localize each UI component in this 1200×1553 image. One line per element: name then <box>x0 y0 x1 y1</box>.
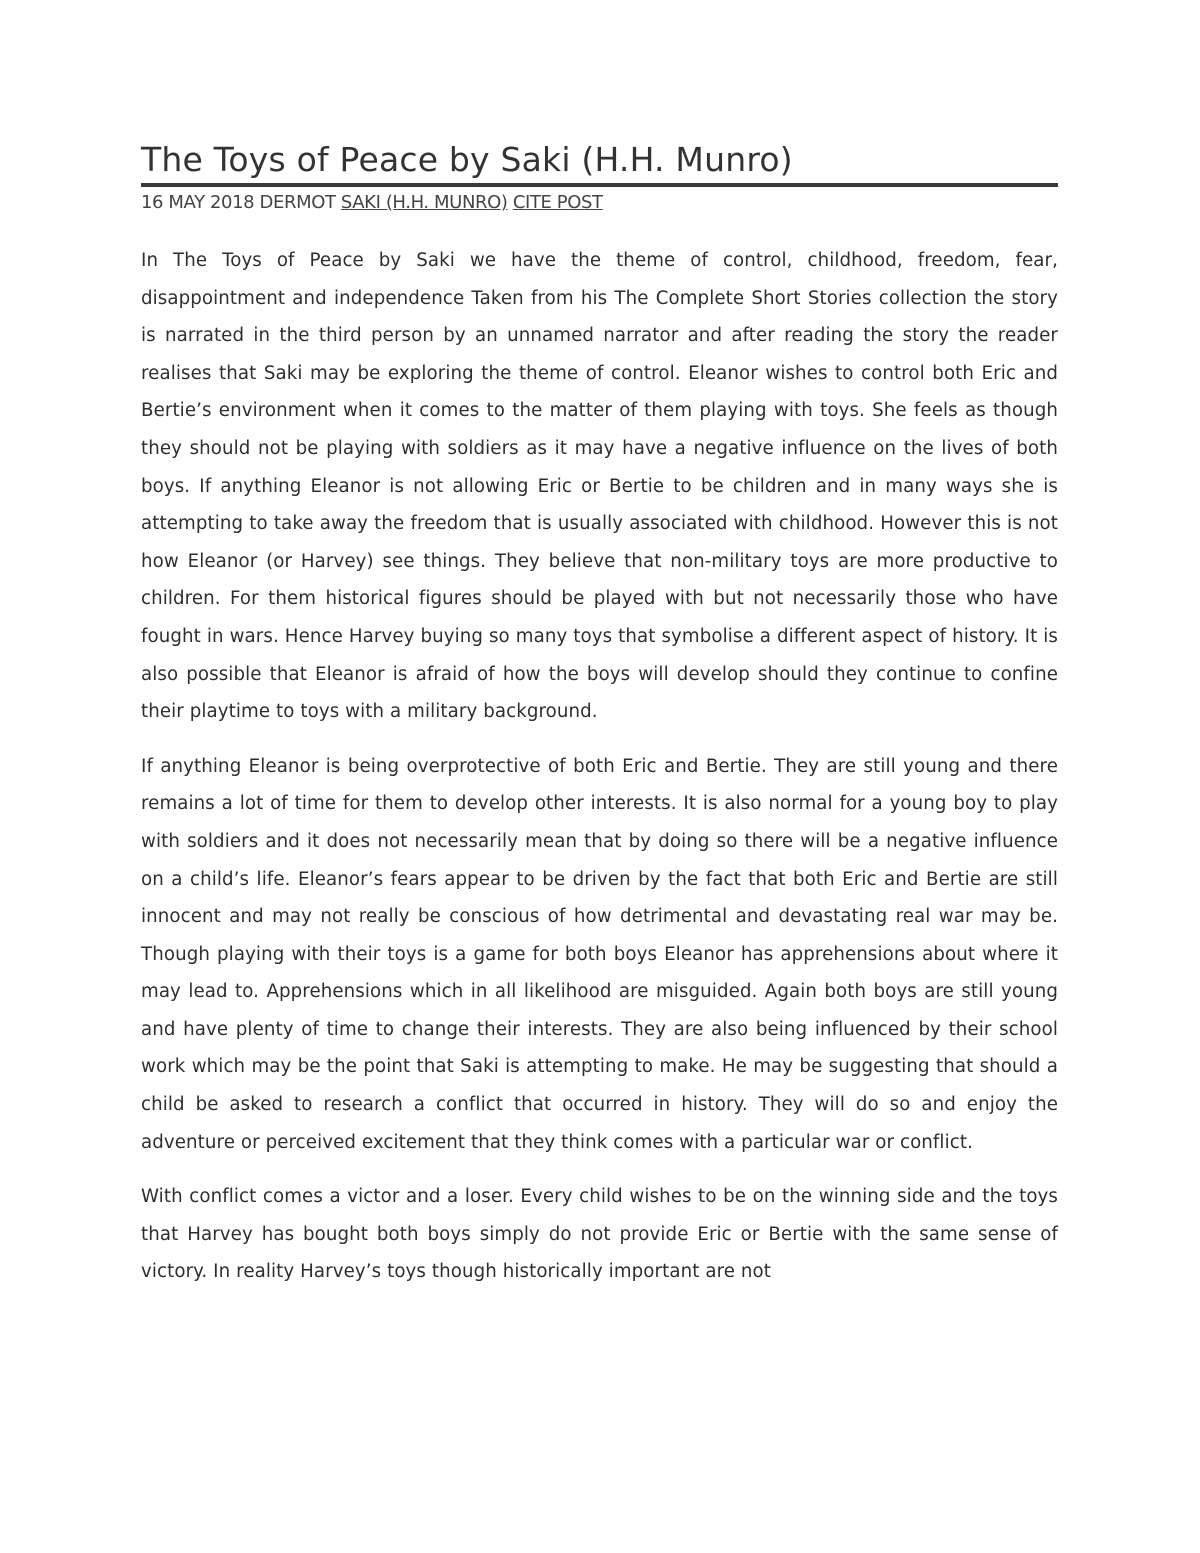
post-author: DERMOT <box>259 192 336 213</box>
body-paragraph-1: In The Toys of Peace by Saki we have the theme of control, childhood, freedom, fear, disappointment and independence Taken from his The Complete Short Stories collection the story is narrated in the third person by an unnamed narrator and after reading the story the reader realises that Saki may be exploring the theme of control. Eleanor wishes to control both Eric and Bertie’s environment when it comes to the matter of them playing with toys. She feels as though they should not be playing with soldiers as it may have a negative influence on the lives of both boys. If anything Eleanor is not allowing Eric or Bertie to be children and in many ways she is attempting to take away the freedom that is usually associated with childhood. However this is not how Eleanor (or Harvey) see things. They believe that non-military toys are more productive to children. For them historical figures should be played with but not necessarily those who have fought in wars. Hence Harvey buying so many toys that symbolise a different aspect of history. It is also possible that Eleanor is afraid of how the boys will develop should they continue to confine their playtime to toys with a military background. <box>141 250 1058 723</box>
article-body <box>141 242 1058 1291</box>
category-link[interactable]: SAKI (H.H. MUNRO) <box>340 192 508 213</box>
body-paragraph-2: If anything Eleanor is being overprotective of both Eric and Bertie. They are still young and there remains a lot of time for them to develop other interests. It is also normal for a young boy to play with soldiers and it does not necessarily mean that by doing so there will be a negative influence on a child’s life. Eleanor’s fears appear to be driven by the fact that both Eric and Bertie are still innocent and may not really be conscious of how detrimental and devastating real war may be. Though playing with their toys is a game for both boys Eleanor has apprehensions about where it may lead to. Apprehensions which in all likelihood are misguided. Again both boys are still young and have plenty of time to change their interests. They are also being influenced by their school work which may be the point that Saki is attempting to make. He may be suggesting that should a child be asked to research a conflict that occurred in history. They will do so and enjoy the adventure or perceived excitement that they think comes with a particular war or conflict. <box>141 755 1058 1153</box>
article-title: The Toys of Peace by Saki (H.H. Munro) <box>141 140 793 179</box>
post-meta <box>141 190 1058 216</box>
title-underline-divider <box>141 183 1058 187</box>
cite-post-link[interactable]: CITE POST <box>512 192 603 213</box>
body-paragraph-3: With conflict comes a victor and a loser. Every child wishes to be on the winning side and the toys that Harvey has bought both boys simply do not provide Eric or Bertie with the same sense of victory. In reality Harvey’s toys though historically important are not <box>141 1186 1058 1283</box>
document-page <box>141 138 1058 1308</box>
post-date: 16 MAY 2018 <box>141 192 255 213</box>
